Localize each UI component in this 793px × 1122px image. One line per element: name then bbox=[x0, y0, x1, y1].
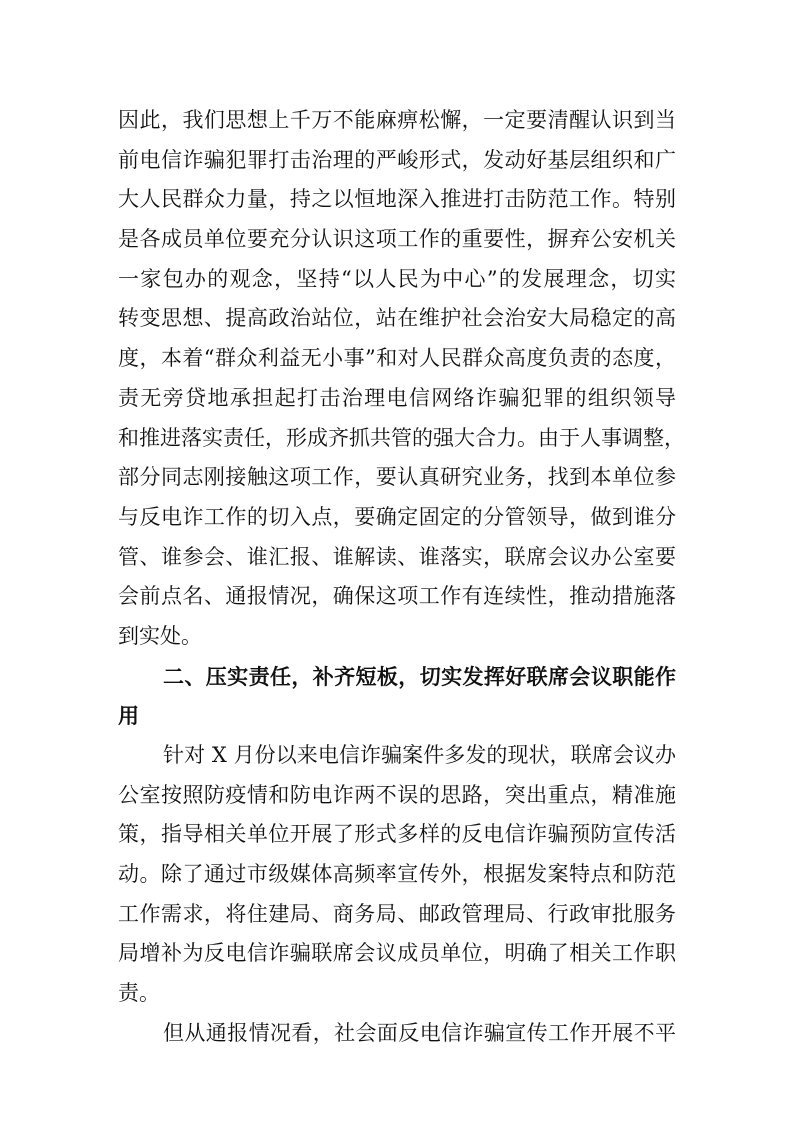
paragraph-line: 度，本着“群众利益无小事”和对人民群众高度负责的态度， bbox=[118, 346, 676, 371]
paragraph-line: 转变思想、提高政治站位，站在维护社会治安大局稳定的高 bbox=[118, 306, 676, 331]
paragraph-line: 责。 bbox=[118, 981, 160, 1006]
paragraph-line: 前电信诈骗犯罪打击治理的严峻形式，发动好基层组织和广 bbox=[118, 147, 676, 172]
paragraph-line: 责无旁贷地承担起打击治理电信网络诈骗犯罪的组织领导 bbox=[118, 385, 676, 410]
paragraph-line: 大人民群众力量，持之以恒地深入推进打击防范工作。特别 bbox=[118, 187, 676, 212]
section-heading-line: 二、压实责任，补齐短板，切实发挥好联席会议职能作 bbox=[163, 663, 676, 689]
paragraph-line: 到实处。 bbox=[118, 623, 202, 648]
paragraph-line: 策，指导相关单位开展了形式多样的反电信诈骗预防宣传活 bbox=[118, 822, 676, 847]
paragraph-line: 一家包办的观念，坚持“以人民为中心”的发展理念，切实 bbox=[118, 266, 676, 291]
paragraph-line: 工作需求，将住建局、商务局、邮政管理局、行政审批服务 bbox=[118, 901, 676, 926]
paragraph-line: 因此，我们思想上千万不能麻痹松懈，一定要清醒认识到当 bbox=[118, 108, 676, 132]
paragraph-line: 公室按照防疫情和防电诈两不误的思路，突出重点，精准施 bbox=[118, 782, 676, 807]
paragraph-line: 与反电诈工作的切入点，要确定固定的分管领导，做到谁分 bbox=[118, 504, 676, 529]
paragraph-line: 会前点名、通报情况，确保这项工作有连续性，推动措施落 bbox=[118, 584, 676, 609]
paragraph-line: 管、谁参会、谁汇报、谁解读、谁落实，联席会议办公室要 bbox=[118, 544, 676, 569]
paragraph-line: 局增补为反电信诈骗联席会议成员单位，明确了相关工作职 bbox=[118, 941, 676, 966]
paragraph-line: 但从通报情况看，社会面反电信诈骗宣传工作开展不平 bbox=[163, 1020, 676, 1045]
document-body bbox=[118, 101, 685, 1054]
paragraph-line: 针对 X 月份以来电信诈骗案件多发的现状，联席会议办 bbox=[163, 743, 676, 767]
paragraph-line: 是各成员单位要充分认识这项工作的重要性，摒弃公安机关 bbox=[118, 227, 676, 252]
section-heading-line: 用 bbox=[118, 703, 139, 729]
paragraph-line: 部分同志刚接触这项工作，要认真研究业务，找到本单位参 bbox=[118, 465, 676, 490]
paragraph-line: 和推进落实责任，形成齐抓共管的强大合力。由于人事调整， bbox=[118, 425, 685, 450]
paragraph-line: 动。除了通过市级媒体高频率宣传外，根据发案特点和防范 bbox=[118, 862, 676, 887]
